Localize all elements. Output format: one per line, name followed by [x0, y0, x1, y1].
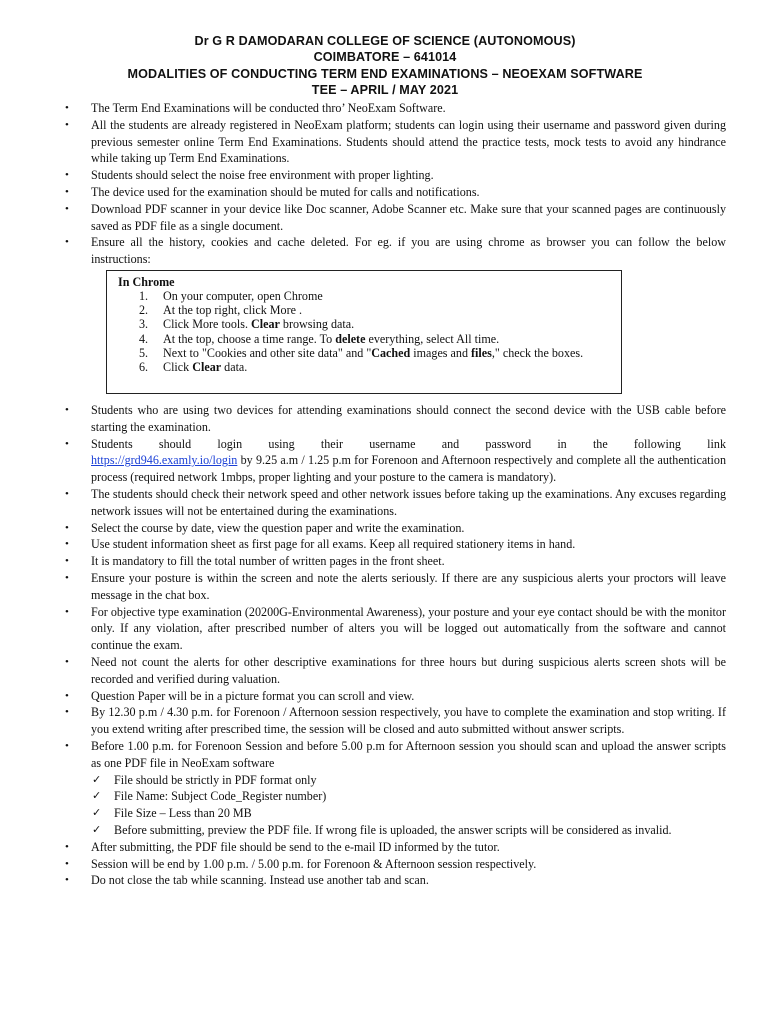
list-item [91, 738, 726, 839]
step-text: data. [221, 360, 248, 375]
check-icon: ✓ [92, 806, 102, 820]
chrome-step [117, 317, 587, 331]
step-text: On your computer, open Chrome [163, 289, 323, 303]
step-number: 4. [139, 331, 149, 346]
list-item: • By 12.30 p.m / 4.30 p.m. for Forenoon / Afternoon session respectively, you have to complete the examination and stop writing. If you extend writing after prescribed time, the session will be closed and auto submitted without answer scripts. [91, 704, 726, 738]
list-item: • Do not close the tab while scanning. Instead use another tab and scan. [91, 872, 726, 889]
list-item [91, 436, 726, 486]
check-icon: ✓ [92, 789, 102, 803]
list-item: • Ensure all the history, cookies and cache deleted. For eg. if you are using chrome as browser you can follow the below instructions: [91, 234, 726, 268]
step-number: 1. [139, 289, 149, 303]
list-item: • Students should select the noise free environment with proper lighting. [91, 167, 726, 184]
upload-text: Before 1.00 p.m. for Forenoon Session and before 5.00 p.m for Afternoon session you should scan and upload the answer scripts as one PDF file in NeoExam software [91, 738, 726, 770]
instruction-list-part1 [91, 100, 726, 268]
list-item: • Download PDF scanner in your device like Doc scanner, Adobe Scanner etc. Make sure that your scanned pages are continuously saved as PDF file as a single document. [91, 201, 726, 235]
check-text: File Size – Less than 20 MB [114, 806, 252, 821]
document-header [40, 33, 730, 99]
list-item: • Question Paper will be in a picture format you can scroll and view. [91, 688, 726, 705]
step-text: Click More tools. [163, 317, 252, 332]
step-bold-text: files [471, 345, 492, 360]
chrome-steps-list [117, 289, 587, 374]
exam-session: TEE – APRIL / MAY 2021 [311, 83, 459, 98]
list-item: • Ensure your posture is within the screen and note the alerts seriously. If there are any suspicious alerts your proctors will leave message in the chat box. [91, 570, 726, 604]
check-icon: ✓ [92, 822, 102, 836]
chrome-step [117, 332, 587, 346]
step-bold-text: delete [335, 331, 366, 346]
step-text: everything, select All time. [365, 331, 500, 346]
list-item: • Students who are using two devices for attending examinations should connect the second device with the USB cable before starting the examination. [91, 402, 726, 436]
step-text: ," check the boxes. [491, 345, 584, 360]
step-number: 6. [139, 360, 149, 375]
document-title: MODALITIES OF CONDUCTING TERM END EXAMINATIONS – NEOEXAM SOFTWARE [127, 66, 643, 81]
step-bold-text: Clear [192, 360, 222, 375]
list-item: • The device used for the examination should be muted for calls and notifications. [91, 184, 726, 201]
chrome-instructions-box [106, 270, 622, 394]
step-text: At the top right, click More . [163, 303, 303, 318]
chrome-step [117, 303, 587, 317]
list-item: • It is mandatory to fill the total number of written pages in the front sheet. [91, 553, 726, 570]
step-text: At the top, choose a time range. To [163, 331, 336, 346]
check-item [92, 788, 726, 805]
step-text: Next to "Cookies and other site data" and " [163, 345, 372, 360]
list-item: • Use student information sheet as first page for all exams. Keep all required stationery items in hand. [91, 536, 726, 553]
step-text: browsing data. [279, 317, 355, 332]
chrome-box-title: In Chrome [118, 275, 175, 289]
chrome-step [117, 289, 587, 303]
list-item: • For objective type examination (20200G-Environmental Awareness), your posture and your eye contact should be with the monitor only. If any violation, after prescribed number of alters you will be logged out automatically from the software and cannot continue the exam. [91, 604, 726, 654]
check-text: File should be strictly in PDF format only [114, 772, 317, 787]
college-name: Dr G R DAMODARAN COLLEGE OF SCIENCE (AUTONOMOUS) [194, 34, 576, 48]
list-item: • After submitting, the PDF file should be send to the e-mail ID informed by the tutor. [91, 839, 726, 856]
check-text: Before submitting, preview the PDF file. If wrong file is uploaded, the answer scripts will be considered as invalid. [114, 822, 672, 837]
check-item [92, 805, 726, 822]
check-icon: ✓ [92, 772, 102, 786]
step-bold-text: Clear [251, 317, 280, 332]
list-item: • Need not count the alerts for other descriptive examinations for three hours but during suspicious alerts screen shots will be recorded and verified during valuation. [91, 654, 726, 688]
check-text: File Name: Subject Code_Register number) [114, 789, 327, 804]
check-item [92, 772, 726, 789]
instruction-list-part2 [91, 402, 726, 889]
chrome-step [117, 360, 587, 374]
chrome-step [117, 346, 587, 360]
list-item: • The Term End Examinations will be conducted thro’ NeoExam Software. [91, 100, 726, 117]
step-number: 5. [139, 345, 149, 360]
step-bold-text: Cached [371, 345, 411, 360]
step-number: 3. [139, 317, 149, 332]
step-text: images and [410, 345, 472, 360]
list-item: • Select the course by date, view the question paper and write the examination. [91, 520, 726, 537]
step-number: 2. [139, 303, 149, 318]
check-item [92, 822, 726, 839]
login-text-rest: by 9.25 a.m / 1.25 p.m for Forenoon and Afternoon respectively and complete all the authentication process (required network 1mbps, proper lighting and your posture to the camera is mandatory). [91, 453, 726, 485]
college-city: COIMBATORE – 641014 [313, 50, 457, 65]
list-item: • All the students are already registered in NeoExam platform; students can login using their username and password given during previous semester online Term End Examinations. Students should attend the practice tests, mock tests to avoid any hindrance while taking up Term End Examinations. [91, 117, 726, 167]
list-item: • Session will be end by 1.00 p.m. / 5.00 p.m. for Forenoon & Afternoon session respectively. [91, 856, 726, 873]
step-text: Click [163, 360, 193, 375]
login-text: • Students should login using their username and password in the following link [91, 436, 726, 451]
upload-requirements-list [91, 772, 726, 839]
list-item: • The students should check their network speed and other network issues before taking up the examinations. Any excuses regarding network issues will not be entertained during the examinations. [91, 486, 726, 520]
login-link[interactable]: https://grd946.examly.io/login [91, 453, 238, 468]
